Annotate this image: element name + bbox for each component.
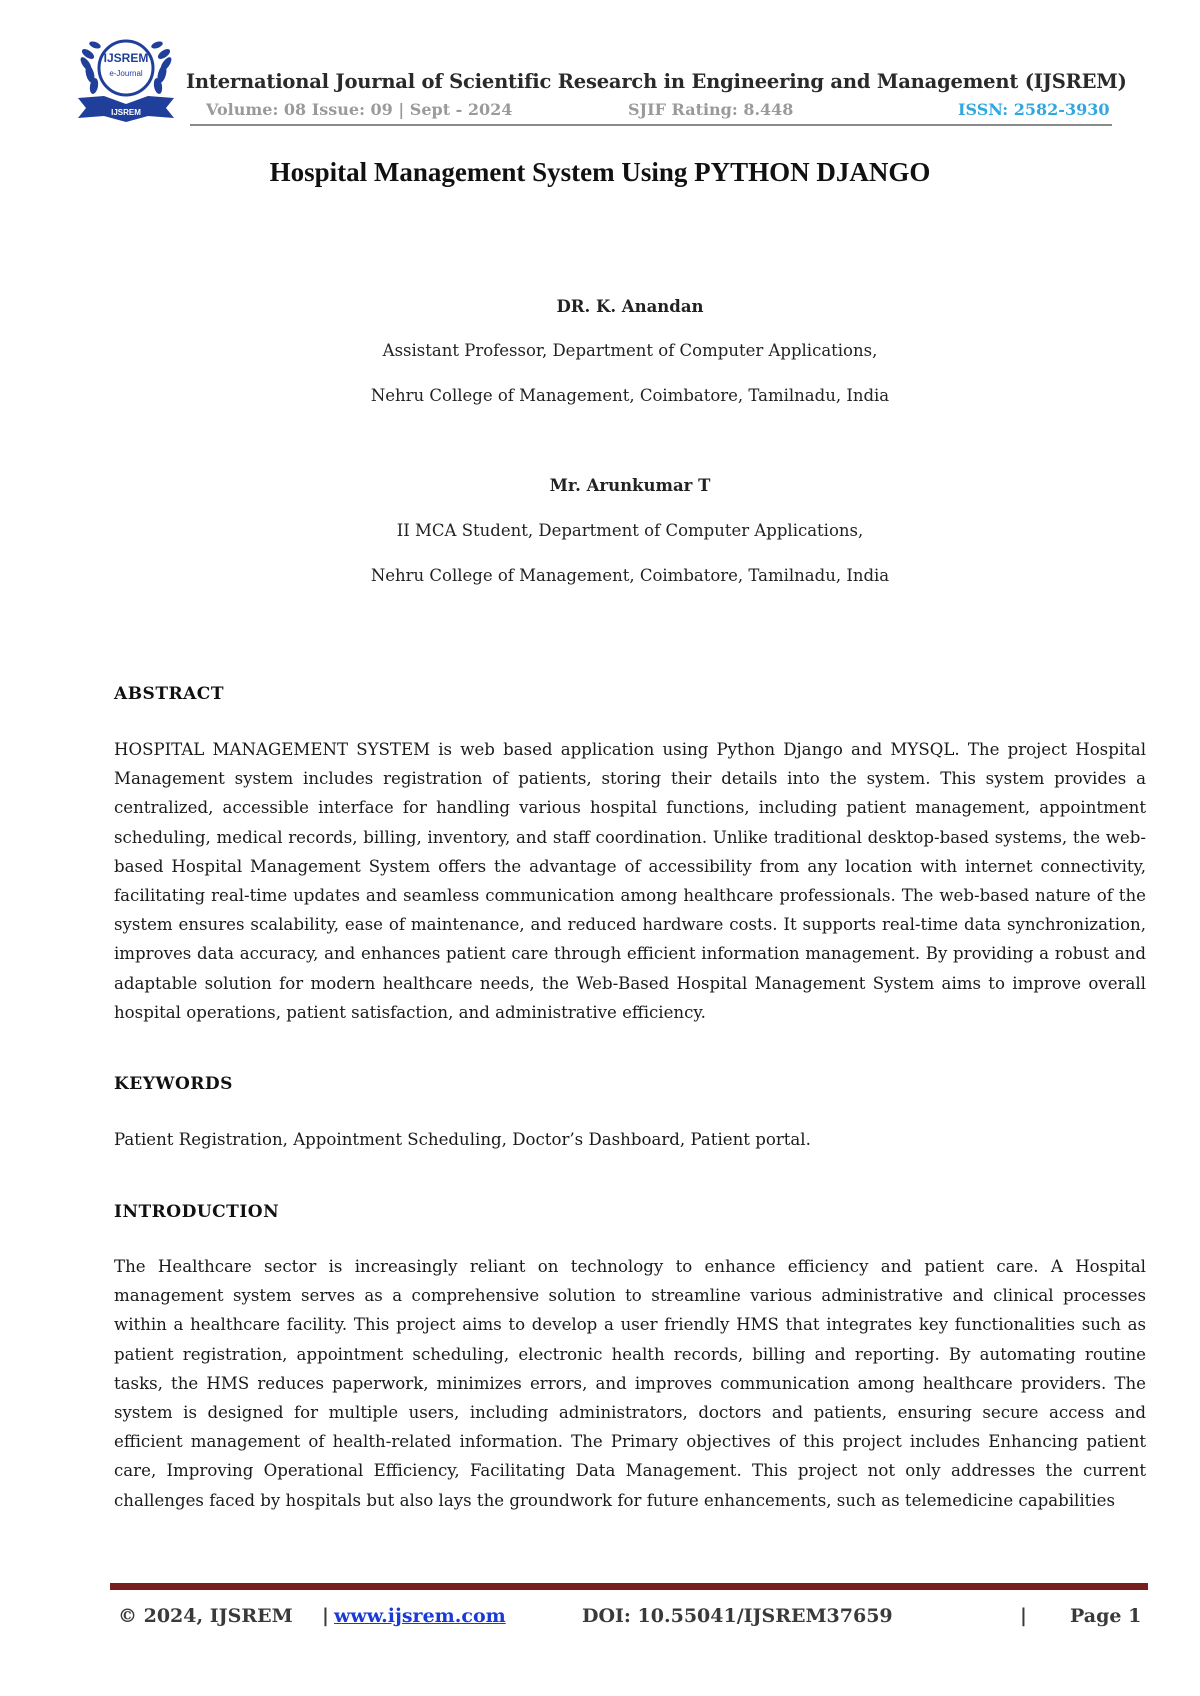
abstract-heading: ABSTRACT — [114, 684, 224, 704]
keywords-text: Patient Registration, Appointment Scheduling, Doctor’s Dashboard, Patient portal. — [114, 1130, 811, 1149]
logo-text-bottom: IJSREM — [111, 108, 141, 117]
ijsrem-logo — [74, 30, 178, 126]
footer-doi: DOI: 10.55041/IJSREM37659 — [582, 1605, 893, 1627]
journal-name: International Journal of Scientific Research in Engineering and Management (IJSREM) — [186, 70, 1127, 93]
volume-issue: Volume: 08 Issue: 09 | Sept - 2024 — [206, 100, 513, 119]
logo-text-mid: e-Journal — [109, 69, 143, 78]
author-1-affiliation: Nehru College of Management, Coimbatore, Tamilnadu, India — [370, 386, 890, 405]
footer-page-number: Page 1 — [1070, 1605, 1142, 1627]
header-divider — [190, 124, 1112, 126]
introduction-heading: INTRODUCTION — [114, 1202, 280, 1222]
author-2-name: Mr. Arunkumar T — [549, 476, 711, 495]
footer-separator: | — [322, 1605, 329, 1627]
footer-website-link[interactable]: www.ijsrem.com — [334, 1605, 506, 1627]
author-2-role: II MCA Student, Department of Computer Applications, — [396, 521, 864, 540]
author-1-name: DR. K. Anandan — [556, 297, 704, 316]
author-2-affiliation: Nehru College of Management, Coimbatore, Tamilnadu, India — [370, 566, 890, 585]
issn: ISSN: 2582-3930 — [958, 100, 1110, 119]
abstract-text: HOSPITAL MANAGEMENT SYSTEM is web based application using Python Django and MYSQL. The project Hospital Management system includes registration of patients, storing their details into the system. This system provides a centralized, accessible interface for handling various hospital functions, including patient management, appointment scheduling, medical records, billing, inventory, and staff coordination. Unlike traditional desktop-based systems, the web-based Hospital Management System offers the advantage of accessibility from any location with internet connectivity, facilitating real-time updates and seamless communication among healthcare professionals. The web-based nature of the system ensures scalability, ease of maintenance, and reduced hardware costs. It supports real-time data synchronization, improves data accuracy, and enhances patient care through efficient information management. By providing a robust and adaptable solution for modern healthcare needs, the Web-Based Hospital Management System aims to improve overall hospital operations, patient satisfaction, and administrative efficiency. — [114, 740, 1146, 1022]
footer-separator-2: | — [1020, 1605, 1027, 1627]
footer-copyright: © 2024, IJSREM — [118, 1605, 293, 1627]
logo-text-top: IJSREM — [103, 51, 149, 65]
introduction-text: The Healthcare sector is increasingly reliant on technology to enhance efficiency and patient care. A Hospital management system serves as a comprehensive solution to streamline various administrative and clinical processes within a healthcare facility. This project aims to develop a user friendly HMS that integrates key functionalities such as patient registration, appointment scheduling, electronic health records, billing and reporting. By automating routine tasks, the HMS reduces paperwork, minimizes errors, and improves communication among healthcare providers. The system is designed for multiple users, including administrators, doctors and patients, ensuring secure access and efficient management of health-related information. The Primary objectives of this project includes Enhancing patient care, Improving Operational Efficiency, Facilitating Data Management. This project not only addresses the current challenges faced by hospitals but also lays the groundwork for future enhancements, such as telemedicine capabilities — [114, 1257, 1146, 1510]
sjif-rating: SJIF Rating: 8.448 — [628, 100, 794, 119]
paper-title: Hospital Management System Using PYTHON DJANGO — [269, 157, 931, 187]
footer-divider — [110, 1583, 1148, 1590]
keywords-heading: KEYWORDS — [114, 1074, 233, 1094]
author-1-role: Assistant Professor, Department of Computer Applications, — [382, 341, 878, 360]
